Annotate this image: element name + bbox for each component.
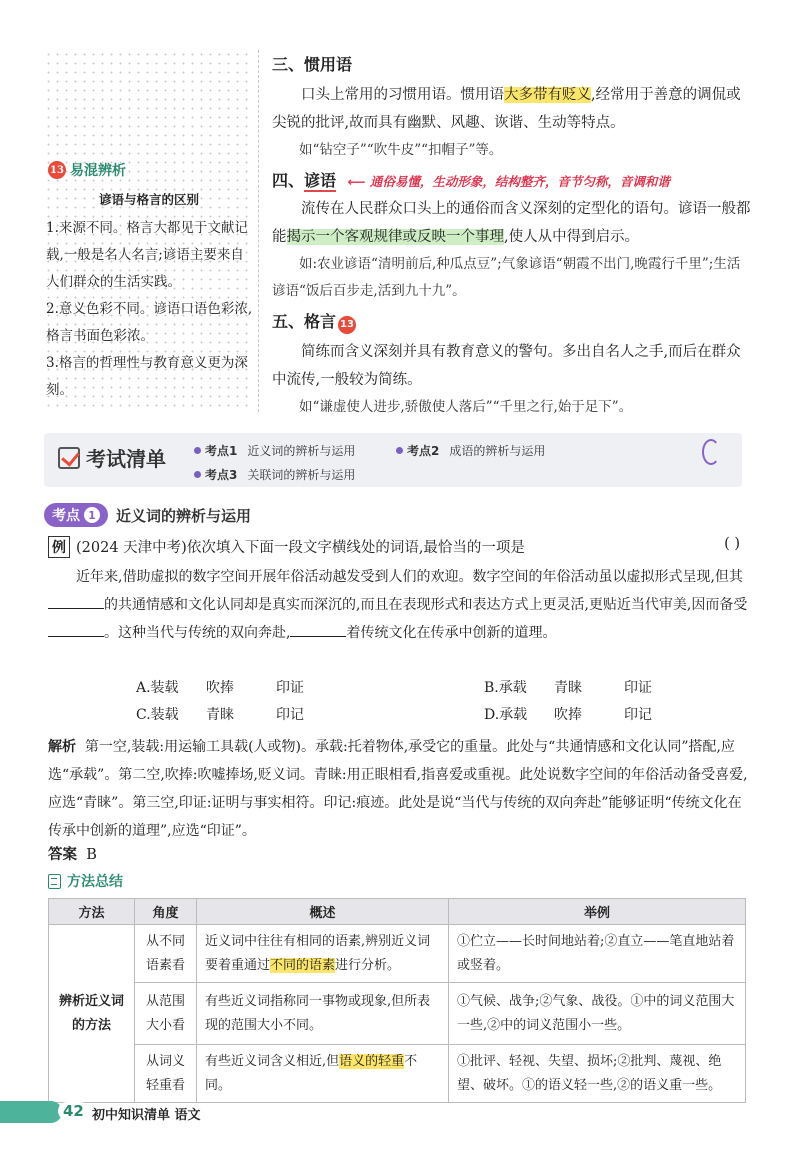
exam-point-link[interactable]: 考点3 关联词的辨析与运用 [194, 466, 355, 483]
column-header: 角度 [135, 899, 197, 925]
exam-point-link[interactable]: 考点1 近义词的辨析与运用 [194, 442, 355, 459]
angle-cell: 从词义轻重看 [135, 1045, 197, 1103]
angle-cell: 从范围大小看 [135, 983, 197, 1045]
column-header: 概述 [197, 899, 449, 925]
section-paragraph: 口头上常用的习惯用语。惯用语大多带有贬义,经常用于善意的调侃或尖锐的批评,故而具有幽默、风趣、诙谐、生动等特点。 [272, 87, 741, 131]
option-a[interactable]: A.装载 吹捧 印证 [136, 680, 304, 696]
example-cell: ①伫立——长时间地站着;②直立——笔直地站着或竖着。 [449, 925, 746, 983]
table-row [49, 1045, 746, 1103]
section-title: 三、惯用语 [272, 55, 353, 74]
method-summary-heading: 方法总结 [48, 871, 123, 891]
example-question: 例 (2024 天津中考)依次填入下面一段文字横线处的词语,最恰当的一项是 ( ) [48, 536, 748, 558]
section-example: 如:农业谚语“清明前后,种瓜点豆”;气象谚语“朝霞不出门,晚霞行千里”;生活谚语“饭后百步走,活到九十九”。 [272, 256, 741, 299]
section-paragraph: 流传在人民群众口头上的通俗而含义深刻的定型化的语句。谚语一般都能揭示一个客观规律或反映一个事理,使人从中得到启示。 [272, 201, 751, 245]
example-cell: ①气候、战争;②气象、战役。①中的词义范围大一些,②中的词义范围小一些。 [449, 983, 746, 1045]
angle-cell: 从不同语素看 [135, 925, 197, 983]
answer-line: 答案 B [48, 847, 97, 863]
book-title: 初中知识清单 语文 [92, 1108, 201, 1123]
answer-paren: ( ) [724, 536, 740, 552]
exam-point-tag: 考点 1 [44, 503, 108, 527]
desc-cell: 有些近义词指称同一事物或现象,但所表现的范围大小不同。 [197, 983, 449, 1045]
checkbox-icon [58, 447, 80, 469]
desc-cell: 近义词中往往有相同的语素,辨别近义词要着重通过不同的语素进行分析。 [197, 925, 449, 983]
exam-list-banner [44, 433, 742, 487]
page-number: 42 [58, 1102, 89, 1120]
side-note-panel [44, 50, 254, 412]
fill-blank [48, 595, 104, 609]
divider [258, 50, 259, 412]
desc-cell: 有些近义词含义相近,但语义的轻重不同。 [197, 1045, 449, 1103]
method-table [48, 898, 746, 1103]
section-paragraph: 简练而含义深刻并具有教育意义的警句。多出自名人之手,而后在群众中流传,一般较为简练。 [272, 343, 741, 388]
fill-blank [48, 623, 104, 637]
table-row [49, 925, 746, 983]
idiom-sections [272, 50, 752, 421]
example-passage: 近年来,借助虚拟的数字空间开展年俗活动越发受到人们的欢迎。数字空间的年俗活动虽以虚拟形式呈现,但其的共通情感和文化认同却是真实而深沉的,而且在表现形式和表达方式上更灵活,更贴近当代审美,因而备受。这种当代与传统的双向奔赴, 着传统文化在传承中创新的道理。 [48, 563, 748, 647]
column-header: 举例 [449, 899, 746, 925]
section-title: 五、格言 13 [272, 309, 752, 334]
side-note-body [46, 215, 254, 404]
footer-bar [0, 1101, 62, 1123]
note-badge: 13 [48, 161, 66, 179]
bullet-icon [194, 447, 201, 454]
document-icon [48, 874, 61, 889]
banner-title: 考试清单 [58, 443, 166, 472]
side-note-item: 3.格言的哲理性与教育意义更为深刻。 [46, 355, 248, 398]
example-tag: 例 [48, 536, 70, 558]
handwritten-note: ⟵ 通俗易懂，生动形象，结构整齐，音节匀称，音调和谐 [347, 174, 670, 189]
section-title: 四、谚语 ⟵ 通俗易懂，生动形象，结构整齐，音节匀称，音调和谐 [272, 171, 670, 190]
bullet-icon [194, 471, 201, 478]
fill-blank [290, 623, 346, 637]
page-footer [0, 1101, 800, 1125]
table-row [49, 983, 746, 1045]
note-badge: 13 [338, 316, 356, 334]
column-header: 方法 [49, 899, 135, 925]
side-note-heading: 13 易混辨析 [48, 160, 126, 180]
option-d[interactable]: D.承载 吹捧 印记 [484, 707, 652, 723]
bullet-icon [396, 447, 403, 454]
exam-point-link[interactable]: 考点2 成语的辨析与运用 [396, 442, 545, 459]
side-note-item: 2.意义色彩不同。谚语口语色彩浓,格言书面色彩浓。 [46, 301, 253, 344]
analysis-text: 解析 第一空,装载:用运输工具载(人或物)。承载:托着物体,承受它的重量。此处与“共通情感和文化认同”搭配,应选“承载”。第二空,吹捧:吹嘘捧场,贬义词。青睐:用正眼相看,指喜爱或重视。此处说数字空间的年俗活动备受喜爱,应选“青睐”。第三空,印证:证明与事实相符。印记:痕迹。此处是说“当代与传统的双向奔赴”能够证明“传统文化在传承中创新的道理”,应选“印证”。 [48, 739, 748, 839]
swirl-decoration-icon [702, 439, 720, 465]
side-note-item: 1.来源不同。格言大都见于文献记载,一般是名人名言;谚语主要来自人们群众的生活实践。 [46, 220, 248, 290]
section-example: 如“钻空子”“吹牛皮”“扣帽子”等。 [299, 142, 503, 158]
option-b[interactable]: B.承载 青睐 印证 [484, 680, 652, 696]
section-example: 如“谦虚使人进步,骄傲使人落后”“千里之行,始于足下”。 [299, 398, 633, 415]
side-note-subtitle: 谚语与格言的区别 [98, 192, 199, 207]
example-cell: ①批评、轻视、失望、损坏;②批判、蔑视、绝望、破坏。①的语义轻一些,②的语义重一些。 [449, 1045, 746, 1103]
method-name-cell: 辨析近义词的方法 [49, 925, 135, 1103]
option-c[interactable]: C.装载 青睐 印记 [136, 707, 304, 723]
exam-point-heading: 考点 1 近义词的辨析与运用 [44, 503, 251, 527]
